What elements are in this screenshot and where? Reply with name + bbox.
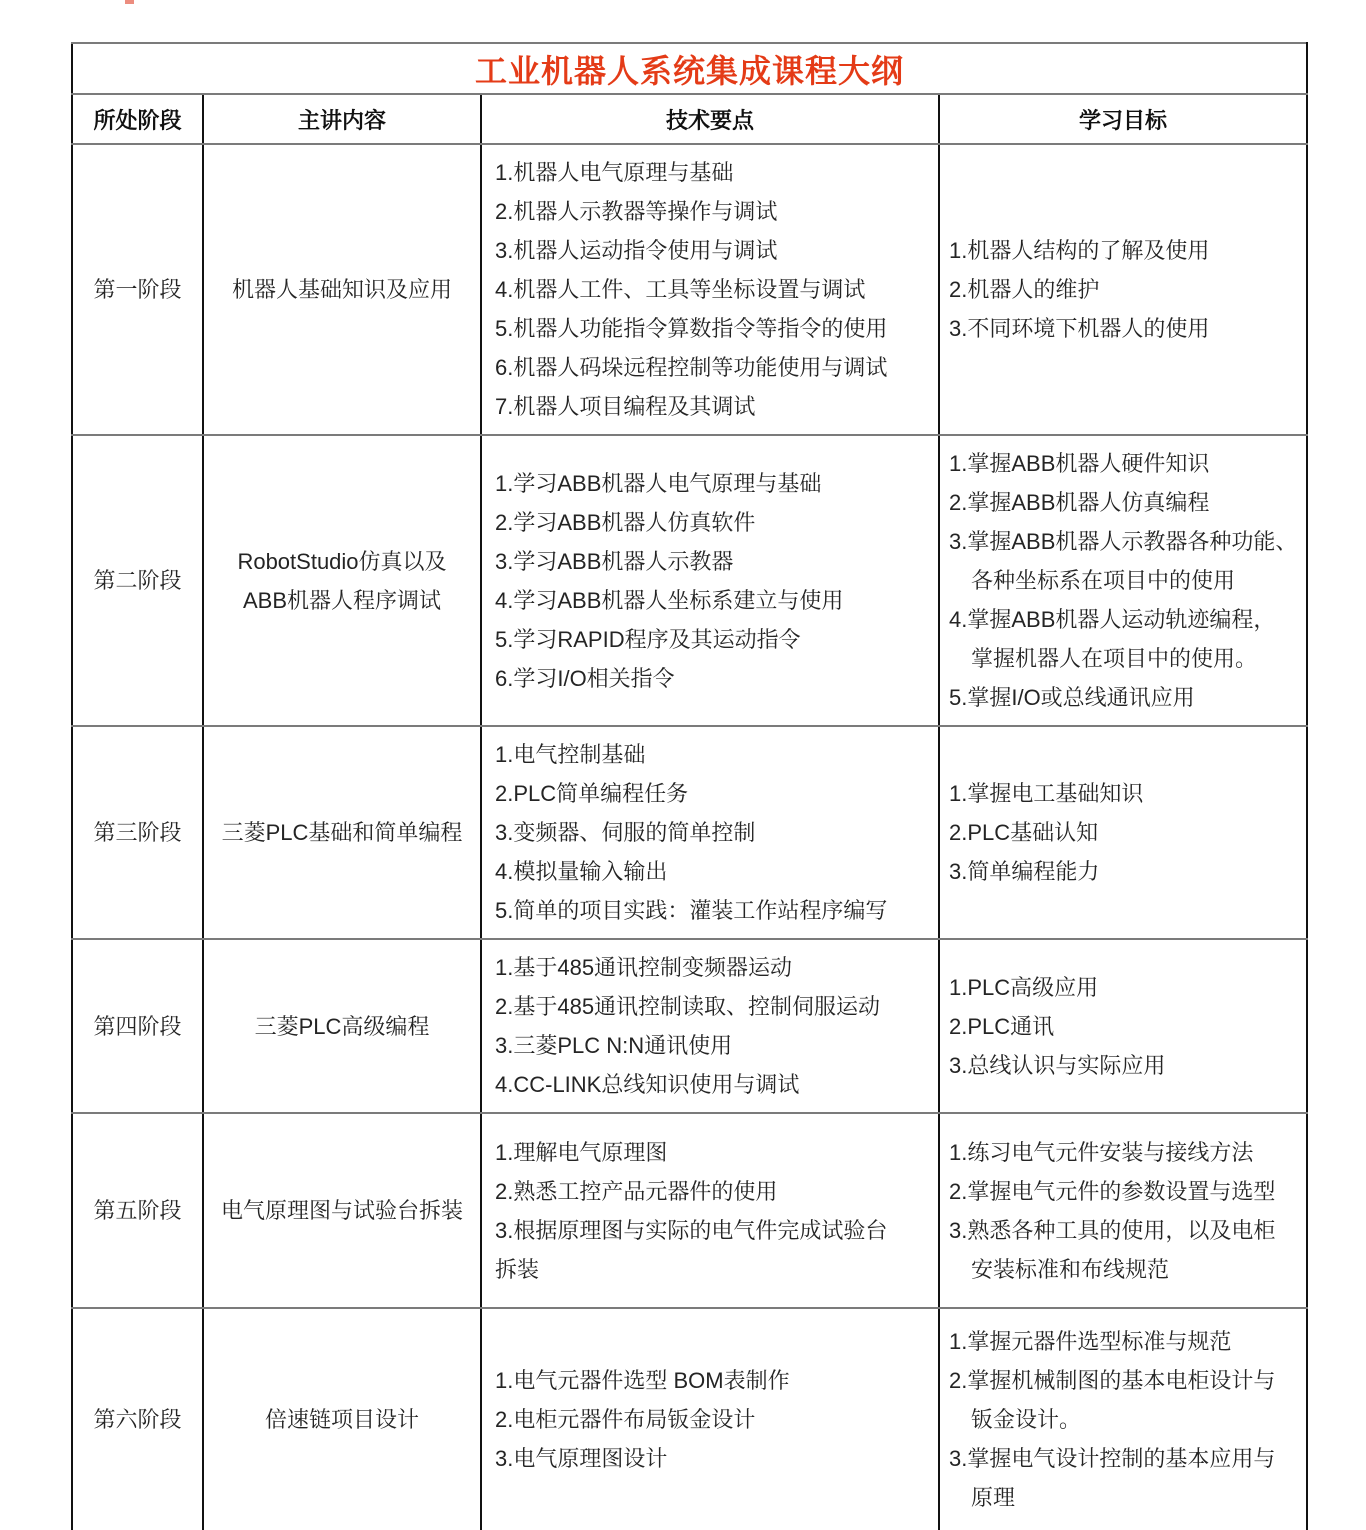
text-line: 7.机器人项目编程及其调试 bbox=[495, 394, 756, 419]
text-line: 3.根据原理图与实际的电气件完成试验台 bbox=[495, 1217, 888, 1243]
text-line: 各种坐标系在项目中的使用 bbox=[949, 568, 1236, 593]
text-line: 拆装 bbox=[495, 1256, 540, 1282]
text-line: 钣金设计。 bbox=[949, 1407, 1082, 1432]
text-line: 3.学习ABB机器人示教器 bbox=[495, 548, 734, 574]
text-line: 2.机器人示教器等操作与调试 bbox=[495, 199, 778, 224]
text-line: 2.PLC基础认知 bbox=[949, 820, 1099, 845]
text-line: 4.学习ABB机器人坐标系建立与使用 bbox=[495, 587, 844, 613]
text-line: 三菱PLC高级编程 bbox=[254, 1013, 430, 1039]
text-line: 原理 bbox=[949, 1485, 1016, 1510]
text-line: 机器人基础知识及应用 bbox=[231, 277, 452, 302]
text-line: 1.电气控制基础 bbox=[495, 742, 646, 767]
content-cell bbox=[203, 1308, 481, 1530]
text-line: 1.学习ABB机器人电气原理与基础 bbox=[495, 470, 822, 496]
text-line: 2.掌握机械制图的基本电柜设计与 bbox=[949, 1368, 1276, 1393]
text-line: 1.PLC高级应用 bbox=[949, 974, 1099, 1000]
text-line: 第二阶段 bbox=[93, 568, 182, 593]
text-line: 3.掌握电气设计控制的基本应用与 bbox=[949, 1446, 1276, 1471]
header-row bbox=[72, 94, 1307, 144]
tech-points-cell bbox=[481, 1308, 939, 1530]
column-header: 学习目标 bbox=[939, 94, 1307, 144]
goals-cell bbox=[939, 1308, 1307, 1530]
text-line: 3.不同环境下机器人的使用 bbox=[949, 316, 1210, 341]
stage-cell bbox=[72, 1308, 203, 1530]
text-line: 2.掌握电气元件的参数设置与选型 bbox=[949, 1178, 1276, 1204]
text-line: 3.总线认识与实际应用 bbox=[949, 1052, 1166, 1078]
text-line: 第四阶段 bbox=[93, 1013, 182, 1039]
text-line: 5.简单的项目实践：灌装工作站程序编写 bbox=[495, 898, 888, 923]
text-line: 1.电气元器件选型 BOM表制作 bbox=[495, 1368, 790, 1393]
text-line: 第五阶段 bbox=[93, 1198, 182, 1223]
text-line: 3.机器人运动指令使用与调试 bbox=[495, 238, 778, 263]
text-line: 2.PLC通讯 bbox=[949, 1013, 1055, 1039]
text-line: 第六阶段 bbox=[93, 1407, 182, 1432]
text-line: 1.基于485通讯控制变频器运动 bbox=[495, 955, 793, 980]
tech-points-cell bbox=[481, 1113, 939, 1308]
text-line: 第一阶段 bbox=[93, 277, 182, 302]
table-row bbox=[72, 144, 1307, 435]
text-line: 2.基于485通讯控制读取、控制伺服运动 bbox=[495, 994, 881, 1019]
goals-cell bbox=[939, 726, 1307, 939]
text-line: 2.机器人的维护 bbox=[949, 277, 1100, 302]
text-line: 5.学习RAPID程序及其运动指令 bbox=[495, 626, 801, 652]
goals-cell bbox=[939, 939, 1307, 1113]
text-line: 1.机器人电气原理与基础 bbox=[495, 160, 734, 185]
text-line: 1.理解电气原理图 bbox=[495, 1139, 668, 1165]
text-line: 2.学习ABB机器人仿真软件 bbox=[495, 509, 756, 535]
content-cell bbox=[203, 435, 481, 726]
text-line: ABB机器人程序调试 bbox=[242, 587, 442, 613]
column-header: 所处阶段 bbox=[72, 94, 203, 144]
stage-cell bbox=[72, 726, 203, 939]
text-line: 电气原理图与试验台拆装 bbox=[220, 1198, 463, 1223]
text-line: 3.掌握ABB机器人示教器各种功能、 bbox=[949, 529, 1298, 554]
red-artifact bbox=[125, 0, 134, 4]
text-line: 1.掌握元器件选型标准与规范 bbox=[949, 1329, 1232, 1354]
text-line: 3.三菱PLC N:N通讯使用 bbox=[495, 1033, 733, 1058]
tech-points-cell bbox=[481, 939, 939, 1113]
table-row bbox=[72, 1113, 1307, 1308]
text-line: 4.掌握ABB机器人运动轨迹编程， bbox=[949, 607, 1276, 632]
text-line: RobotStudio仿真以及 bbox=[237, 548, 447, 574]
text-line: 6.机器人码垛远程控制等功能使用与调试 bbox=[495, 355, 888, 380]
goals-cell bbox=[939, 144, 1307, 435]
column-header: 主讲内容 bbox=[203, 94, 481, 144]
course-outline-table bbox=[71, 42, 1308, 1530]
tech-points-cell bbox=[481, 144, 939, 435]
tech-points-cell bbox=[481, 726, 939, 939]
text-line: 3.电气原理图设计 bbox=[495, 1446, 668, 1471]
content-cell bbox=[203, 144, 481, 435]
text-line: 倍速链项目设计 bbox=[264, 1407, 419, 1432]
text-line: 1.掌握ABB机器人硬件知识 bbox=[949, 451, 1210, 476]
content-cell bbox=[203, 939, 481, 1113]
text-line: 4.模拟量输入输出 bbox=[495, 859, 668, 884]
text-line: 三菱PLC基础和简单编程 bbox=[221, 820, 463, 845]
table-row bbox=[72, 435, 1307, 726]
text-line: 1.练习电气元件安装与接线方法 bbox=[949, 1139, 1254, 1165]
text-line: 3.变频器、伺服的简单控制 bbox=[495, 820, 756, 845]
text-line: 5.掌握I/O或总线通讯应用 bbox=[949, 685, 1195, 710]
text-line: 1.机器人结构的了解及使用 bbox=[949, 238, 1210, 263]
stage-cell bbox=[72, 1113, 203, 1308]
table-row bbox=[72, 726, 1307, 939]
text-line: 掌握机器人在项目中的使用。 bbox=[949, 646, 1258, 671]
goals-cell bbox=[939, 1113, 1307, 1308]
text-line: 2.熟悉工控产品元器件的使用 bbox=[495, 1178, 778, 1204]
goals-cell bbox=[939, 435, 1307, 726]
text-line: 1.掌握电工基础知识 bbox=[949, 781, 1144, 806]
text-line: 2.电柜元器件布局钣金设计 bbox=[495, 1407, 756, 1432]
text-line: 5.机器人功能指令算数指令等指令的使用 bbox=[495, 316, 888, 341]
text-line: 安装标准和布线规范 bbox=[949, 1256, 1170, 1282]
stage-cell bbox=[72, 435, 203, 726]
content-cell bbox=[203, 1113, 481, 1308]
table-row bbox=[72, 939, 1307, 1113]
page-title: 工业机器人系统集成课程大纲 bbox=[72, 43, 1307, 94]
text-line: 第三阶段 bbox=[93, 820, 182, 845]
text-line: 4.机器人工件、工具等坐标设置与调试 bbox=[495, 277, 866, 302]
stage-cell bbox=[72, 939, 203, 1113]
text-line: 2.PLC简单编程任务 bbox=[495, 781, 689, 806]
stage-cell bbox=[72, 144, 203, 435]
content-cell bbox=[203, 726, 481, 939]
text-line: 3.简单编程能力 bbox=[949, 859, 1100, 884]
text-line: 4.CC-LINK总线知识使用与调试 bbox=[495, 1072, 800, 1097]
text-line: 2.掌握ABB机器人仿真编程 bbox=[949, 490, 1210, 515]
tech-points-cell bbox=[481, 435, 939, 726]
text-line: 3.熟悉各种工具的使用，以及电柜 bbox=[949, 1217, 1276, 1243]
table-row bbox=[72, 1308, 1307, 1530]
column-header: 技术要点 bbox=[481, 94, 939, 144]
course-outline-table-container bbox=[71, 42, 1306, 1530]
title-row bbox=[72, 43, 1307, 94]
text-line: 6.学习I/O相关指令 bbox=[495, 665, 675, 691]
